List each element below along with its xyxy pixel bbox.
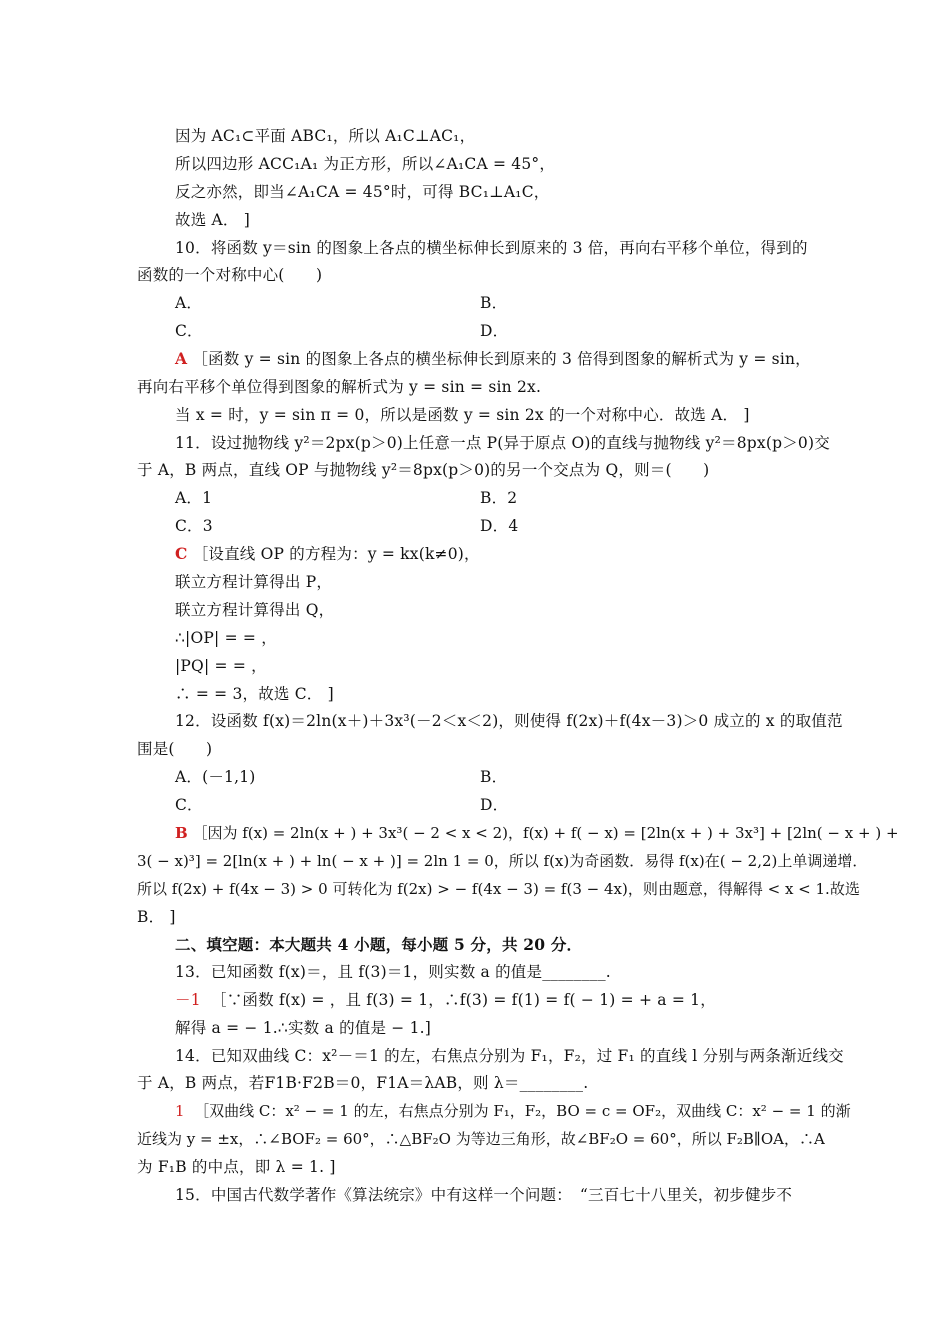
question-10-stem-cont: 函数的一个对称中心( ): [137, 266, 323, 284]
question-15-stem: 15．中国古代数学著作《算法统宗》中有这样一个问题： “三百七十八里关，初步健步不: [175, 1186, 793, 1204]
solution-line: 所以四边形 ACC₁A₁ 为正方形，所以∠A₁CA = 45°，: [175, 155, 556, 173]
option-b: B．: [480, 768, 508, 786]
answer-marker: C: [175, 544, 188, 563]
question-11-stem: 11．设过抛物线 y²＝2px(p＞0)上任意一点 P(异于原点 O)的直线与抛物线 y²＝8px(p＞0)交: [175, 434, 830, 452]
solution-line: 反之亦然，即当∠A₁CA = 45°时，可得 BC₁⊥A₁C，: [175, 183, 550, 201]
solution-line: 近线为 y = ±x，∴∠BOF₂ = 60°，∴△BF₂O 为等边三角形，故∠BF₂O = 60°，所以 F₂B∥OA，∴A: [137, 1130, 825, 1148]
answer-line: [175, 990, 817, 1010]
answer-line: [175, 1101, 851, 1121]
option-d: D．: [480, 322, 509, 340]
question-13-stem: 13．已知函数 f(x)＝，且 f(3)＝1，则实数 a 的值是________.: [175, 963, 611, 981]
option-a: A．(－1,1): [175, 768, 256, 786]
option-b: B．: [480, 294, 508, 312]
question-12-stem: 12．设函数 f(x)＝2ln(x＋)＋3x³(－2＜x＜2)，则使得 f(2x)＋f(4x－3)＞0 成立的 x 的取值范: [175, 712, 843, 730]
answer-marker: A: [175, 349, 188, 368]
answer-text: ［∵函数 f(x) = ，且 f(3) = 1，∴f(3) = f(1) = f( − 1) = + a = 1，: [211, 991, 716, 1009]
solution-line: 联立方程计算得出 P，: [175, 573, 333, 591]
answer-text: ［函数 y = sin 的图象上各点的横坐标伸长到原来的 3 倍得到图象的解析式为 y = sin，: [192, 350, 811, 368]
answer-marker: 1: [175, 1102, 185, 1120]
question-14-stem-cont: 于 A，B 两点，若F1B·F2B＝0，F1A＝λAB，则 λ＝________.: [137, 1074, 589, 1092]
solution-line: ∴|OP| = = ，: [175, 629, 277, 647]
answer-line: [175, 544, 817, 564]
question-11-stem-cont: 于 A，B 两点，直线 OP 与抛物线 y²＝8px(p＞0)的另一个交点为 Q，则＝( ): [137, 461, 710, 479]
option-a: A．: [175, 294, 203, 312]
solution-line: 故选 A． ]: [175, 211, 250, 229]
answer-text: ［双曲线 C：x² − = 1 的左，右焦点分别为 F₁，F₂，BO = c = OF₂，双曲线 C：x² − = 1 的渐: [194, 1102, 851, 1120]
section-heading: 二、填空题：本大题共 4 小题，每小题 5 分，共 20 分．: [175, 935, 583, 954]
answer-marker: －1: [175, 991, 201, 1009]
option-c: C．3: [175, 517, 213, 535]
solution-line: |PQ| = = ，: [175, 657, 267, 675]
option-d: D．4: [480, 517, 519, 535]
question-10-stem: 10．将函数 y＝sin 的图象上各点的横坐标伸长到原来的 3 倍，再向右平移个单位，得到的: [175, 239, 808, 257]
question-12-stem-cont: 围是( ): [137, 740, 213, 758]
answer-marker: B: [175, 824, 188, 842]
option-b: B．2: [480, 489, 518, 507]
answer-text: ［因为 f(x) = 2ln(x + ) + 3x³( − 2 < x < 2)，f(x) + f( − x) = [2ln(x + ) + 3x³] + [2ln( − x + ) +: [192, 824, 899, 842]
solution-line: 当 x = 时，y = sin π = 0，所以是函数 y = sin 2x 的一个对称中心．故选 A． ]: [175, 406, 750, 424]
solution-line: 解得 a = − 1.∴实数 a 的值是 − 1.]: [175, 1019, 432, 1037]
question-14-stem: 14．已知双曲线 C：x²－＝1 的左，右焦点分别为 F₁，F₂，过 F₁ 的直线 l 分别与两条渐近线交: [175, 1047, 844, 1065]
solution-line: 因为 AC₁⊂平面 ABC₁，所以 A₁C⊥AC₁，: [175, 127, 476, 145]
solution-line: 所以 f(2x) + f(4x − 3) > 0 可转化为 f(2x) > − f(4x − 3) = f(3 − 4x)，则由题意，得解得 < x < 1.故选: [137, 880, 860, 898]
solution-line: 为 F₁B 的中点，即 λ = 1. ]: [137, 1158, 336, 1176]
solution-line: 联立方程计算得出 Q，: [175, 601, 335, 619]
option-c: C．: [175, 322, 203, 340]
solution-line: B． ]: [137, 908, 176, 926]
option-a: A．1: [175, 489, 213, 507]
answer-line: [175, 823, 899, 843]
solution-line: ∴ = = 3，故选 C． ]: [175, 685, 334, 703]
answer-line: [175, 349, 817, 369]
solution-line: 再向右平移个单位得到图象的解析式为 y = sin = sin 2x.: [137, 378, 542, 396]
solution-line: 3( − x)³] = 2[ln(x + ) + ln( − x + )] = 2ln 1 = 0，所以 f(x)为奇函数．易得 f(x)在( − 2,2)上单调递增．: [137, 852, 868, 870]
option-c: C．: [175, 796, 203, 814]
option-d: D．: [480, 796, 509, 814]
answer-text: ［设直线 OP 的方程为：y = kx(k≠0)，: [192, 545, 480, 563]
